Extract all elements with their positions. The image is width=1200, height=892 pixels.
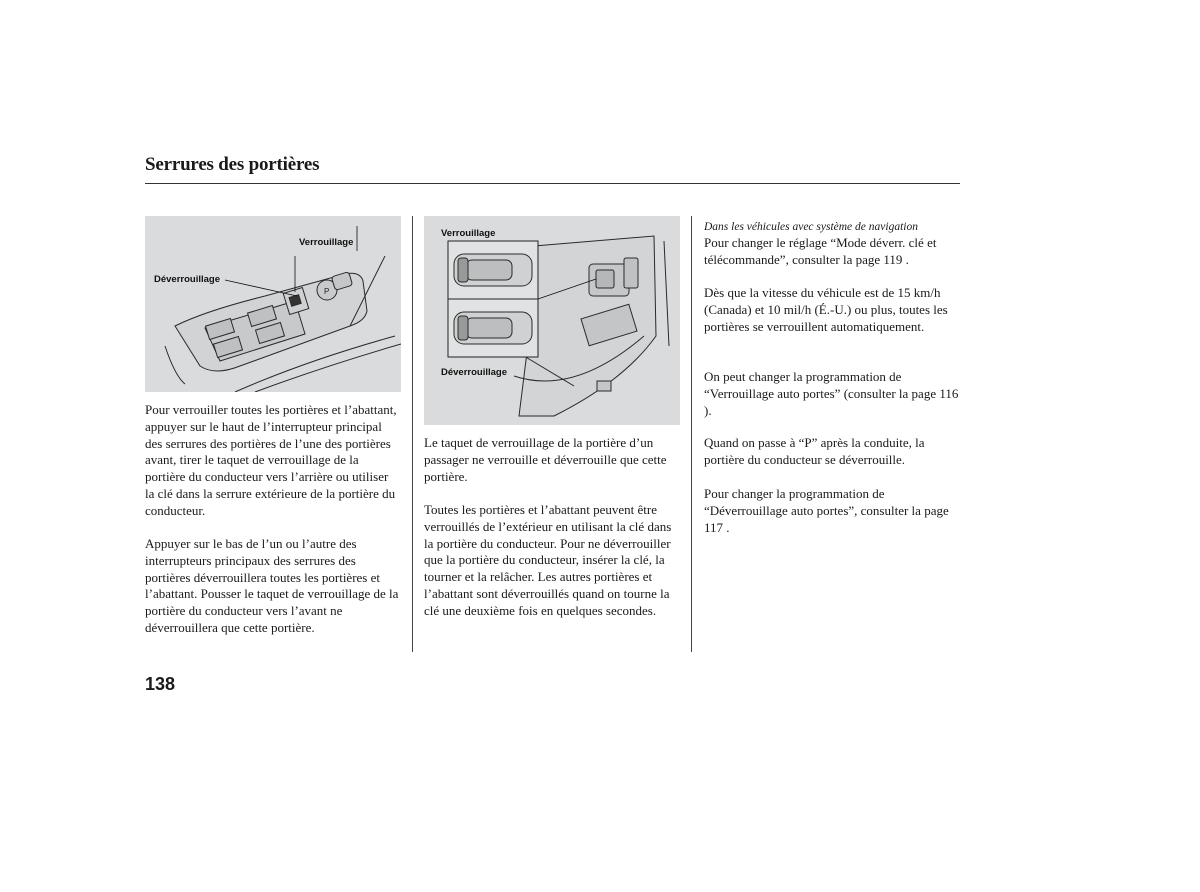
title-rule (145, 183, 960, 184)
navigation-note: Dans les véhicules avec système de navigation (704, 221, 918, 233)
figure1-unlock-label: Déverrouillage (154, 274, 220, 285)
page-number: 138 (145, 674, 176, 694)
lock-tab-illustration (424, 216, 680, 425)
column3-paragraph-2: Dès que la vitesse du véhicule est de 15 km/h (Canada) et 10 mil/h (É.-U.) ou plus, toutes les portières se verrouillent automatiquement. (704, 285, 948, 334)
column1-paragraph-2: Appuyer sur le bas de l’un ou l’autre des interrupteurs principaux des serrures des portières déverrouillera toutes les portières et l’abattant. Pousser le taquet de verrouillage de la portière du conducteur vers l’avant ne déverrouillera que cette portière. (145, 536, 399, 635)
figure2-lock-label: Verrouillage (441, 228, 496, 239)
column3-paragraph-4: Quand on passe à “P” après la conduite, la portière du conducteur se déverrouille. (704, 435, 925, 467)
column3-paragraph-5: Pour changer la programmation de “Déverrouillage auto portes”, consulter la page 117 . (704, 486, 949, 535)
column1-paragraph-1: Pour verrouiller toutes les portières et l’abattant, appuyer sur le haut de l’interrupteur principal des serrures des portières de l’une des portières avant, tirer le taquet de verrouillage de la portière du conducteur vers l’arrière ou utiliser la clé dans la serrure extérieure de la portière du conducteur. (145, 402, 397, 518)
master-switch-illustration (145, 216, 401, 392)
column3-paragraph-3: On peut changer la programmation de “Verrouillage auto portes” (consulter la page 116 ). (704, 369, 959, 418)
figure2-unlock-label: Déverrouillage (441, 367, 507, 378)
figure-door-lock-tab (424, 216, 680, 425)
column2-paragraph-1: Le taquet de verrouillage de la portière d’un passager ne verrouille et déverrouille que cette portière. (424, 435, 667, 484)
column3-paragraph-1: Pour changer le réglage “Mode déverr. clé et télécommande”, consulter la page 119 . (704, 235, 937, 267)
column-divider-2 (691, 216, 692, 652)
column-divider-1 (412, 216, 413, 652)
page-title: Serrures des portières (145, 154, 320, 175)
figure-master-lock-switch (145, 216, 401, 392)
svg-text:P: P (324, 287, 330, 296)
column2-paragraph-2: Toutes les portières et l’abattant peuvent être verrouillés de l’extérieur en utilisant la clé dans la portière du conducteur. Pour ne déverrouiller que la portière du conducteur, insérer la clé, la tourner et la relâcher. Les autres portières et l’abattant sont déverrouillés quand on tourne la clé une deuxième fois en quelques secondes. (424, 502, 672, 618)
figure1-lock-label: Verrouillage (299, 237, 354, 248)
